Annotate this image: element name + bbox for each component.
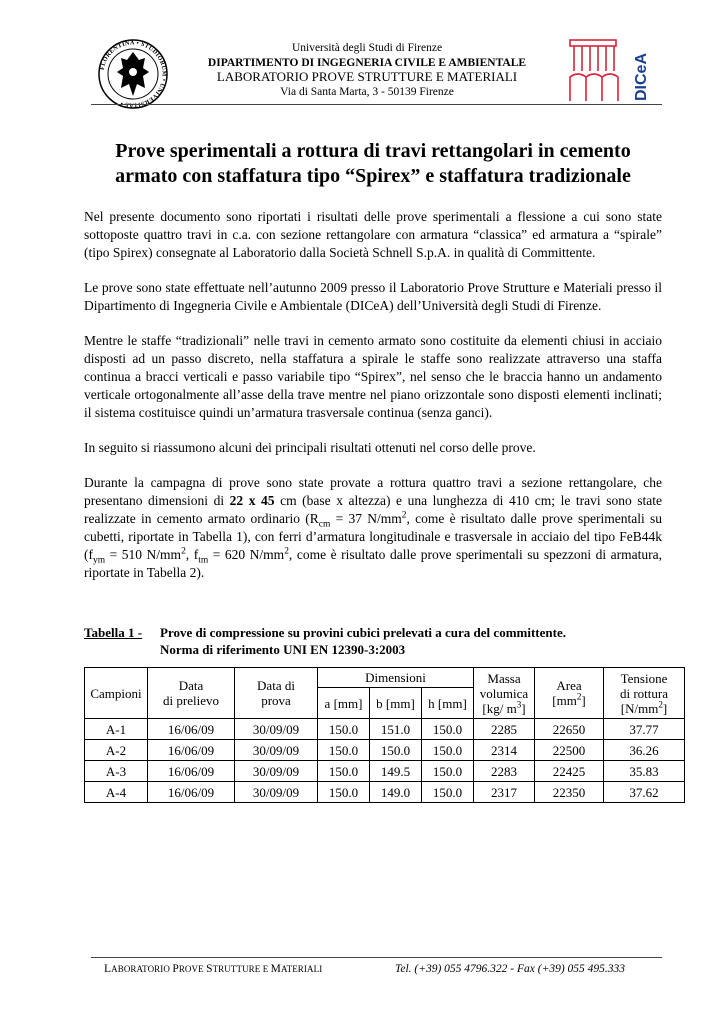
footer-divider — [91, 957, 662, 958]
header-divider — [91, 104, 662, 105]
table-cell: 37.77 — [604, 719, 685, 740]
table-1-body — [85, 719, 685, 803]
table-1-caption-line-2: Norma di riferimento UNI EN 12390-3:2003 — [160, 642, 406, 657]
paragraph-materials: Durante la campagna di prove sono state provate a rottura quattro travi a sezione rettangolare, che presentano dimensioni di 22 x 45 cm (base x altezza) e una lunghezza di 410 cm; le travi sono state realizzate in cemento armato ordinario ($R_{cm} = 37$ $N/mm^2$, come è risultato dalle prove sperimentali su cubetti, riportate in Tabella 1), con ferri d’armatura longitudinale e trasversale in acciaio del tipo FeB44k ($f_{ym} = 510$ $N/mm^2$, $f_{tm} = 620$ $N/mm^2$, come è risultato dalle prove sperimentali su spezzoni di armatura, riportate in Tabella 2). — [84, 475, 663, 580]
table-1-caption-line-1: Prove di compressione su provini cubici prelevati a cura del committente. — [160, 625, 566, 640]
table-cell: 35.83 — [604, 761, 685, 782]
table-cell: A-1 — [85, 719, 148, 740]
col-tensione-rottura: Tensione di rottura $[N/mm^2]$ — [604, 668, 685, 719]
table-cell: 22650 — [535, 719, 604, 740]
col-area: Area $[mm^2]$ — [535, 668, 604, 719]
col-campioni: Campioni — [85, 668, 148, 719]
table-cell: 150.0 — [370, 740, 422, 761]
table-cell: 149.5 — [370, 761, 422, 782]
table-1 — [84, 667, 685, 803]
table-cell: 36.26 — [604, 740, 685, 761]
table-cell: A-4 — [85, 782, 148, 803]
dicea-logo-icon — [566, 37, 658, 103]
table-cell: 16/06/09 — [148, 719, 235, 740]
title-line-1: Prove sperimentali a rottura di travi rettangolari in cemento — [115, 140, 631, 162]
table-cell: 16/06/09 — [148, 761, 235, 782]
table-cell: 30/09/09 — [235, 782, 318, 803]
table-cell: 151.0 — [370, 719, 422, 740]
dicea-logo-text: DICeA — [633, 52, 650, 101]
table-cell: 2317 — [474, 782, 535, 803]
university-seal-icon — [97, 38, 169, 110]
table-cell: 2285 — [474, 719, 535, 740]
col-data-prelievo: Data di prelievo — [148, 668, 235, 719]
department-name: DIPARTIMENTO DI INGEGNERIA CIVILE E AMBIENTALE — [207, 56, 527, 69]
table-row — [85, 782, 685, 803]
table-cell: 150.0 — [318, 740, 370, 761]
table-cell: 150.0 — [318, 761, 370, 782]
table-cell: 37.62 — [604, 782, 685, 803]
address: Via di Santa Marta, 3 - 50139 Firenze — [280, 85, 454, 98]
svg-text:FLORENTINA • STUDIORUM • UNIVE: FLORENTINA • STUDIORUM • UNIVERSITAS • — [98, 39, 168, 109]
col-data-prova: Data di prova — [235, 668, 318, 719]
table-cell: 30/09/09 — [235, 761, 318, 782]
table-cell: 150.0 — [422, 761, 474, 782]
col-a: a [mm] — [318, 688, 370, 719]
table-cell: A-2 — [85, 740, 148, 761]
table-cell: 150.0 — [422, 719, 474, 740]
table-cell: 16/06/09 — [148, 740, 235, 761]
col-massa-volumica: Massa volumica [kg/ $m^3$] — [474, 668, 535, 719]
table-row — [85, 740, 685, 761]
table-cell: 150.0 — [318, 719, 370, 740]
col-h: h [mm] — [422, 688, 474, 719]
col-b: b [mm] — [370, 688, 422, 719]
paragraph-stirrups: Mentre le staffe “tradizionali” nelle travi in cemento armato sono costituite da elementi chiusi in acciaio disposti ad un passo discreto, nella staffatura a spirale le staffe sono realizzate attraverso una staffa continua a bracci verticali e passo variabile tipo “Spirex”, nel senso che le braccia hanno un andamento verticale ortogonalmente all’asse della trave mentre nel piano orizzontale sono disposti elementi inclinati; il sistema costituisce quindi un’armatura trasversale continua (senza ganci). — [84, 333, 662, 420]
paragraph-intro: Nel presente documento sono riportati i risultati delle prove sperimentali a flessione a cui sono state sottoposte quattro travi in c.a. con sezione rettangolare con armatura “classica” ed armatura a “spirale” (tipo Spirex) consegnate al Laboratorio dalla Società Schnell S.p.A. in qualità di Committente. — [84, 209, 662, 260]
table-cell: 150.0 — [318, 782, 370, 803]
paragraph-summary: In seguito si riassumono alcuni dei principali risultati ottenuti nel corso delle prove. — [84, 440, 536, 455]
table-cell: 22500 — [535, 740, 604, 761]
table-cell: 2283 — [474, 761, 535, 782]
footer-contacts: Tel. (+39) 055 4796.322 - Fax (+39) 055 495.333 — [395, 963, 626, 975]
col-dimensioni: Dimensioni — [318, 668, 474, 688]
table-row — [85, 761, 685, 782]
table-1-label: Tabella 1 - — [84, 625, 143, 640]
table-cell: 22425 — [535, 761, 604, 782]
beam-dimensions: 22 x 45 — [229, 493, 275, 508]
table-cell: A-3 — [85, 761, 148, 782]
table-cell: 30/09/09 — [235, 740, 318, 761]
lab-name: LABORATORIO PROVE STRUTTURE E MATERIALI — [216, 69, 518, 84]
document-body — [84, 208, 662, 599]
table-1-caption — [84, 624, 662, 658]
paragraph-testing-period: Le prove sono state effettuate nell’autunno 2009 presso il Laboratorio Prove Strutture e Materiali presso il Dipartimento di Ingegneria Civile e Ambientale (DICeA) dell’Università degli Studi di Firenze. — [84, 280, 662, 313]
footer-lab-name: LABORATORIO PROVE STRUTTURE E MATERIALI — [104, 963, 323, 975]
table-cell: 22350 — [535, 782, 604, 803]
page-header — [84, 34, 662, 109]
table-cell: 16/06/09 — [148, 782, 235, 803]
university-name: Università degli Studi di Firenze — [291, 42, 443, 54]
table-cell: 150.0 — [422, 740, 474, 761]
table-cell: 149.0 — [370, 782, 422, 803]
document-title — [84, 139, 662, 188]
title-line-2: armato con staffatura tipo “Spirex” e staffatura tradizionale — [115, 164, 631, 187]
table-cell: 2314 — [474, 740, 535, 761]
table-cell: 30/09/09 — [235, 719, 318, 740]
page-footer — [104, 963, 664, 975]
table-row — [85, 719, 685, 740]
table-cell: 150.0 — [422, 782, 474, 803]
header-text — [192, 41, 542, 99]
